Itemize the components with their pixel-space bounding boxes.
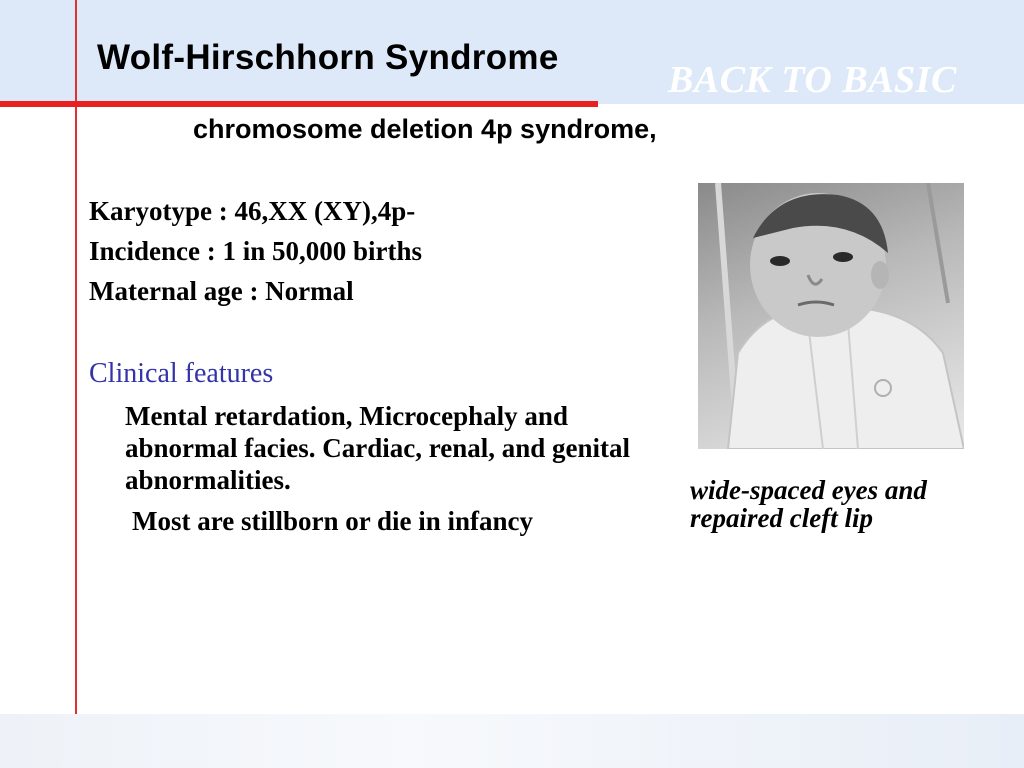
infant-photo-illustration — [698, 183, 964, 449]
footer-band — [0, 714, 1024, 768]
slide-title: Wolf-Hirschhorn Syndrome — [97, 38, 559, 77]
incidence-line: Incidence : 1 in 50,000 births — [89, 236, 423, 266]
watermark-text: BACK TO BASIC — [668, 59, 957, 101]
maternal-age-line: Maternal age : Normal — [89, 276, 354, 306]
red-horizontal-rule — [0, 101, 598, 107]
infant-photo — [698, 183, 964, 449]
karyotype-line: Karyotype : 46,XX (XY),4p- — [89, 196, 416, 226]
slide-subtitle: chromosome deletion 4p syndrome, — [193, 114, 657, 144]
photo-caption: wide-spaced eyes and repaired cleft lip — [690, 475, 927, 533]
clinical-outcome: Most are stillborn or die in infancy — [132, 506, 534, 536]
clinical-features-description: Mental retardation, Microcephaly and abnormal facies. Cardiac, renal, and genital abnormalities. — [125, 401, 630, 495]
clinical-features-heading: Clinical features — [89, 358, 274, 389]
red-vertical-rule — [75, 0, 77, 714]
